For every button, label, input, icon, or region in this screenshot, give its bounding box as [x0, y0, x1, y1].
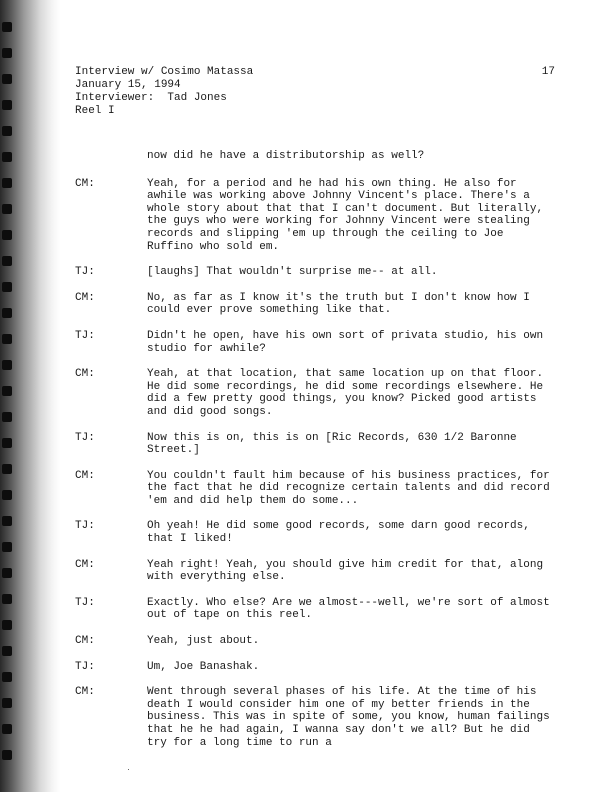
binding-hole: [2, 48, 12, 58]
speaker-label: CM:: [75, 635, 95, 648]
entry-text: Oh yeah! He did some good records, some darn good records, that I liked!: [147, 520, 530, 546]
transcript-entry: [75, 686, 555, 749]
binding-hole: [2, 386, 12, 396]
transcript-entry: [75, 178, 555, 254]
binding-hole: [2, 412, 12, 422]
transcript-entry: [75, 368, 555, 418]
speaker-label: TJ:: [75, 266, 95, 279]
page-number: 17: [541, 66, 555, 78]
binding-hole: [2, 282, 12, 292]
binding-hole: [2, 334, 12, 344]
entry-text: Yeah right! Yeah, you should give him credit for that, along with everything else.: [147, 558, 544, 584]
speaker-label: CM:: [75, 368, 95, 381]
header-title: Interview w/ Cosimo Matassa: [75, 66, 254, 78]
binding-hole: [2, 360, 12, 370]
entry-text: Went through several phases of his life. At the time of his death I would consider him one of my better friends in the business. This was in spite of some, you know, human failings that he he had again, I wanna say don't we all? But he did try for a long time to run a: [147, 686, 550, 749]
scan-speck: [128, 769, 129, 770]
transcript-entry: [75, 559, 555, 584]
speaker-label: TJ:: [75, 596, 95, 609]
transcript-entry: [75, 597, 555, 622]
binding-hole: [2, 22, 12, 32]
binding-hole: [2, 126, 12, 136]
entry-text: Exactly. Who else? Are we almost---well, we're sort of almost out of tape on this reel.: [147, 596, 550, 622]
binding-hole: [2, 594, 12, 604]
speaker-label: CM:: [75, 469, 95, 482]
binding-hole: [2, 542, 12, 552]
binding-hole: [2, 750, 12, 760]
transcript-entry: [75, 266, 555, 279]
binding-hole: [2, 646, 12, 656]
binding-hole: [2, 698, 12, 708]
speaker-label: CM:: [75, 558, 95, 571]
speaker-label: CM:: [75, 686, 95, 699]
transcript-entry: [75, 661, 555, 674]
binding-strip: [0, 0, 60, 792]
binding-hole: [2, 74, 12, 84]
entry-text: Yeah, at that location, that same location up on that floor. He did some recordings, he did some recordings elsewhere. He did a few pretty good things, you know? Picked good artists and did good songs.: [147, 368, 544, 418]
transcript-entry: [75, 520, 555, 545]
speaker-label: CM:: [75, 291, 95, 304]
transcript-entry: [75, 150, 555, 163]
transcript-entry: [75, 470, 555, 508]
speaker-label: CM:: [75, 177, 95, 190]
binding-hole: [2, 308, 12, 318]
binding-hole: [2, 464, 12, 474]
speaker-label: TJ:: [75, 520, 95, 533]
entry-text: Yeah, just about.: [147, 635, 260, 648]
header-reel: Reel I: [75, 105, 115, 117]
speaker-label: TJ:: [75, 431, 95, 444]
binding-hole: [2, 724, 12, 734]
document-header: [75, 66, 555, 118]
binding-hole: [2, 152, 12, 162]
entry-text: No, as far as I know it's the truth but I don't know how I could ever prove something like that.: [147, 291, 530, 317]
entry-text: [laughs] That wouldn't surprise me-- at all.: [147, 266, 438, 279]
header-interviewer: Interviewer: Tad Jones: [75, 92, 227, 104]
transcript-entry: [75, 635, 555, 648]
transcript-entry: [75, 292, 555, 317]
transcript-entry: [75, 330, 555, 355]
transcript-body: [75, 150, 555, 762]
entry-text: Didn't he open, have his own sort of privata studio, his own studio for awhile?: [147, 329, 544, 355]
entry-text: Um, Joe Banashak.: [147, 660, 260, 673]
binding-hole: [2, 438, 12, 448]
entry-text: now did he have a distributorship as well?: [147, 150, 425, 162]
entry-text: Yeah, for a period and he had his own thing. He also for awhile was working above Johnny Vincent's place. There's a whole story about that that I can't document. But literally, the guys who were working for Johnny Vincent were stealing records and slipping 'em up through the ceiling to Joe Ruffino who sold em.: [147, 177, 544, 253]
binding-hole: [2, 256, 12, 266]
binding-hole: [2, 178, 12, 188]
entry-text: You couldn't fault him because of his business practices, for the fact that he did recognize certain talents and did record 'em and did help them do some...: [147, 469, 550, 507]
binding-hole: [2, 568, 12, 578]
transcript-entry: [75, 432, 555, 457]
binding-hole: [2, 204, 12, 214]
binding-hole: [2, 490, 12, 500]
header-date: January 15, 1994: [75, 79, 181, 91]
binding-hole: [2, 100, 12, 110]
binding-hole: [2, 230, 12, 240]
binding-hole: [2, 516, 12, 526]
binding-hole: [2, 620, 12, 630]
entry-text: Now this is on, this is on [Ric Records, 630 1/2 Baronne Street.]: [147, 431, 517, 457]
speaker-label: TJ:: [75, 329, 95, 342]
binding-hole: [2, 672, 12, 682]
speaker-label: TJ:: [75, 660, 95, 673]
speaker-label: [75, 150, 147, 163]
